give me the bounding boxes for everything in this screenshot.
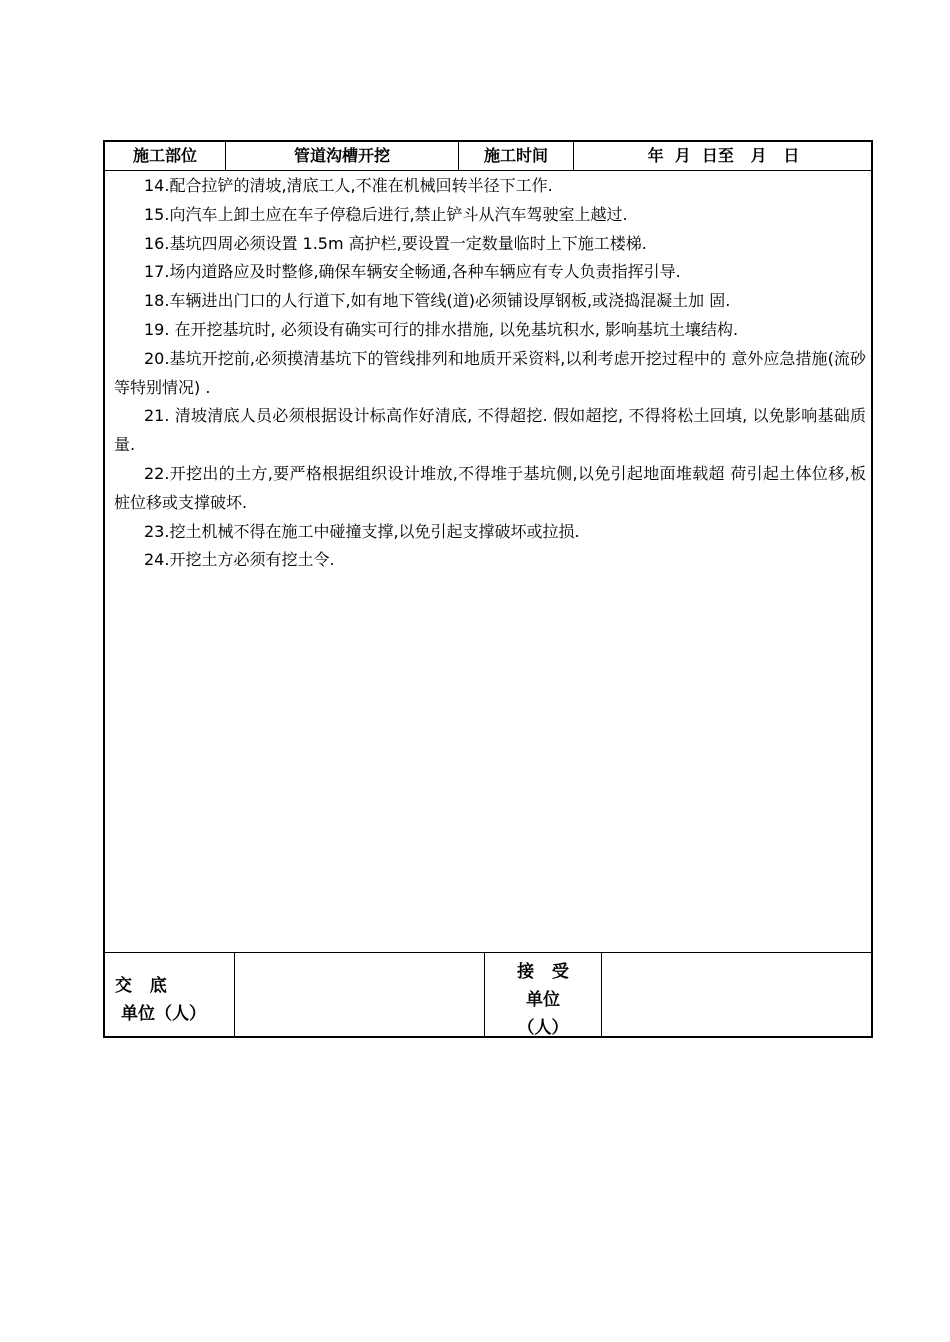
list-item: 24.开挖土方必须有挖土令.: [144, 550, 335, 570]
table-header-row: [105, 142, 871, 171]
receive-label-line3: （人）: [517, 1018, 569, 1038]
receive-label-line2: 单位: [526, 990, 560, 1010]
receive-signature-field[interactable]: [602, 953, 873, 1038]
location-label: 施工部位: [132, 146, 197, 165]
disclosure-table: [103, 140, 873, 1038]
list-item: 15.向汽车上卸土应在车子停稳后进行,禁止铲斗从汽车驾驶室上越过.: [144, 204, 628, 224]
receive-label-line1: 接 受: [517, 962, 569, 982]
safety-items: [114, 172, 866, 952]
list-item: 17.场内道路应及时整修,确保车辆安全畅通,各种车辆应有专人负责指挥引导.: [144, 262, 681, 282]
handover-signature-field[interactable]: [235, 953, 484, 1038]
list-item: 16.基坑四周必须设置 1.5m 高护栏,要设置一定数量临时上下施工楼梯.: [144, 233, 647, 253]
list-item: 22.开挖出的土方,要严格根据组织设计堆放,不得堆于基坑侧,以免引起地面堆载超 荷引起土体位移,板桩位移或支撑破坏.: [114, 463, 866, 512]
list-item: 18.车辆进出门口的人行道下,如有地下管线(道)必须铺设厚钢板,或浇捣混凝土加 固.: [144, 291, 731, 311]
list-item: 19. 在开挖基坑时, 必须设有确实可行的排水措施, 以免基坑积水, 影响基坑土壤结构.: [144, 319, 739, 339]
list-item: 20.基坑开挖前,必须摸清基坑下的管线排列和地质开采资料,以利考虑开挖过程中的 意外应急措施(流砂等特别情况) .: [114, 348, 866, 397]
time-value: 年 月 日至 月 日: [647, 146, 800, 165]
list-item: 23.挖土机械不得在施工中碰撞支撑,以免引起支撑破坏或拉损.: [144, 521, 580, 541]
location-value: 管道沟槽开挖: [293, 146, 390, 165]
time-label: 施工时间: [483, 146, 548, 165]
signature-row: [105, 952, 871, 1038]
handover-label-line1: 交 底: [115, 976, 167, 996]
list-item: 14.配合拉铲的清坡,清底工人,不准在机械回转半径下工作.: [144, 176, 553, 195]
list-item: 21. 清坡清底人员必须根据设计标高作好清底, 不得超挖. 假如超挖, 不得将松土回填, 以免影响基础质量.: [114, 406, 866, 455]
handover-label-line2: 单位（人）: [121, 1004, 206, 1024]
